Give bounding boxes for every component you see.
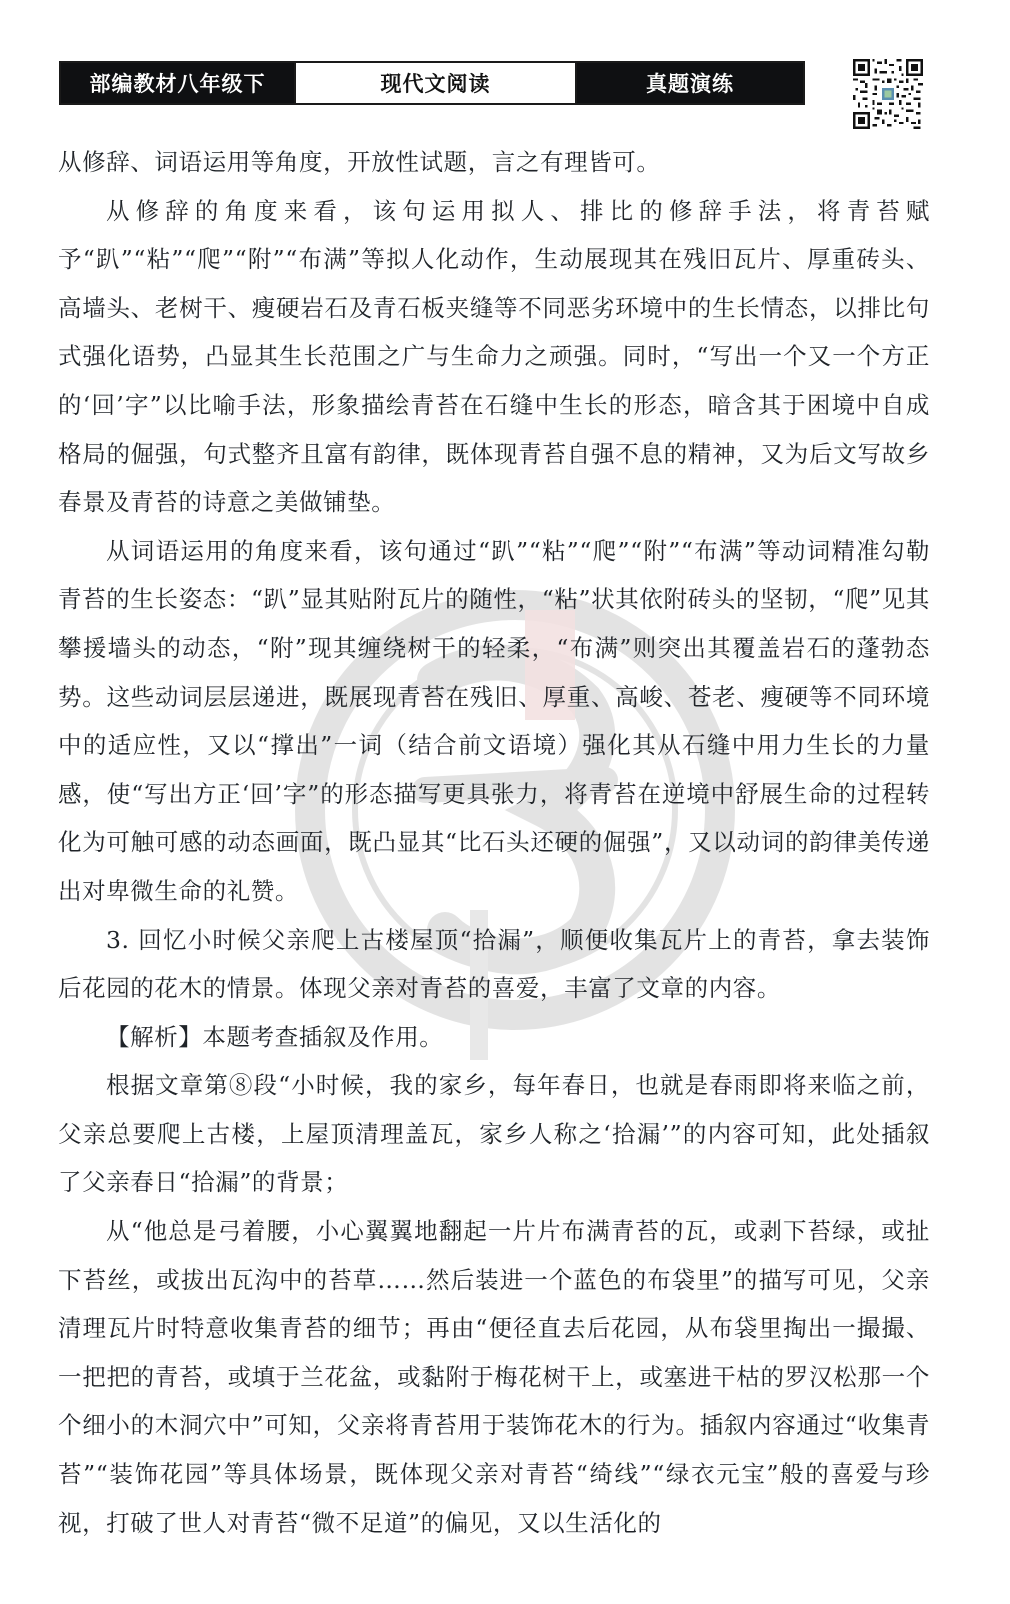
paragraph-flashback-details: 从“他总是弓着腰，小心翼翼地翻起一片片布满青苔的瓦，或剥下苔绿，或扯下苔丝，或拔出瓦沟中的苔草……然后装进一个蓝色的布袋里”的描写可见，父亲清理瓦片时特意收集青苔的细节；再由“便径直去后花园，从布袋里掏出一撮撮、一把把的青苔，或填于兰花盆，或黏附于梅花树干上，或塞进干枯的罗汉松那一个个细小的木洞穴中”可知，父亲将青苔用于装饰花木的行为。插叙内容通过“收集青苔”“装饰花园”等具体场景，既体现父亲对青苔“绮线”“绿衣元宝”般的喜爱与珍视，打破了世人对青苔“微不足道”的偏见，又以生活化的 — [58, 1217, 930, 1537]
paragraph-answer-3: 3. 回忆小时候父亲爬上古楼屋顶“拾漏”，顺便收集瓦片上的青苔，拿去装饰后花园的花木的情景。体现父亲对青苔的喜爱，丰富了文章的内容。 — [58, 925, 930, 1003]
paragraph-analysis-heading — [58, 1013, 930, 1062]
paragraph-rhetoric-analysis: 从修辞的角度来看，该句运用拟人、排比的修辞手法，将青苔赋予“趴”“粘”“爬”“附”“布满”等拟人化动作，生动展现其在残旧瓦片、厚重砖头、高墙头、老树干、瘦硬岩石及青石板夹缝等不同恶劣环境中的生长情态，以排比句式强化语势，凸显其生长范围之广与生命力之顽强。同时，“写出一个又一个方正的‘回’字”以比喻手法，形象描绘青苔在石缝中生长的形态，暗含其于困境中自成格局的倔强，句式整齐且富有韵律，既体现青苔自强不息的精神，又为后文写故乡春景及青苔的诗意之美做铺垫。 — [58, 196, 930, 517]
paragraph-flashback-background: 根据文章第⑧段“小时候，我的家乡，每年春日，也就是春雨即将来临之前，父亲总要爬上古楼，上屋顶清理盖瓦，家乡人称之‘拾漏’”的内容可知，此处插叙了父亲春日“拾漏”的背景； — [58, 1071, 930, 1197]
qr-code-icon — [853, 59, 923, 129]
header-bar — [59, 61, 805, 105]
header-textbook-label: 部编教材八年级下 — [61, 63, 294, 103]
paragraph-word-usage-analysis: 从词语运用的角度来看，该句通过“趴”“粘”“爬”“附”“布满”等动词精准勾勒青苔的生长姿态：“趴”显其贴附瓦片的随性，“粘”状其依附砖头的坚韧，“爬”见其攀援墙头的动态，“附”现其缠绕树干的轻柔，“布满”则突出其覆盖岩石的蓬勃态势。这些动词层层递进，既展现青苔在残旧、厚重、高峻、苍老、瘦硬等不同环境中的适应性，又以“撑出”一词（结合前文语境）强化其从石缝中用力生长的力量感，使“写出方正‘回’字”的形态描写更具张力，将青苔在逆境中舒展生命的过程转化为可触可感的动态画面，既凸显其“比石头还硬的倔强”，又以动词的韵律美传递出对卑微生命的礼赞。 — [58, 536, 930, 905]
answer-analysis-body — [58, 138, 930, 1547]
header-section-label: 现代文阅读 — [294, 63, 577, 103]
analysis-tag: 【解析】 — [106, 1022, 203, 1051]
paragraph-intro: 从修辞、词语运用等角度，开放性试题，言之有理皆可。 — [58, 148, 661, 176]
header-practice-label: 真题演练 — [577, 63, 803, 103]
analysis-topic: 本题考查插叙及作用。 — [202, 1022, 444, 1051]
